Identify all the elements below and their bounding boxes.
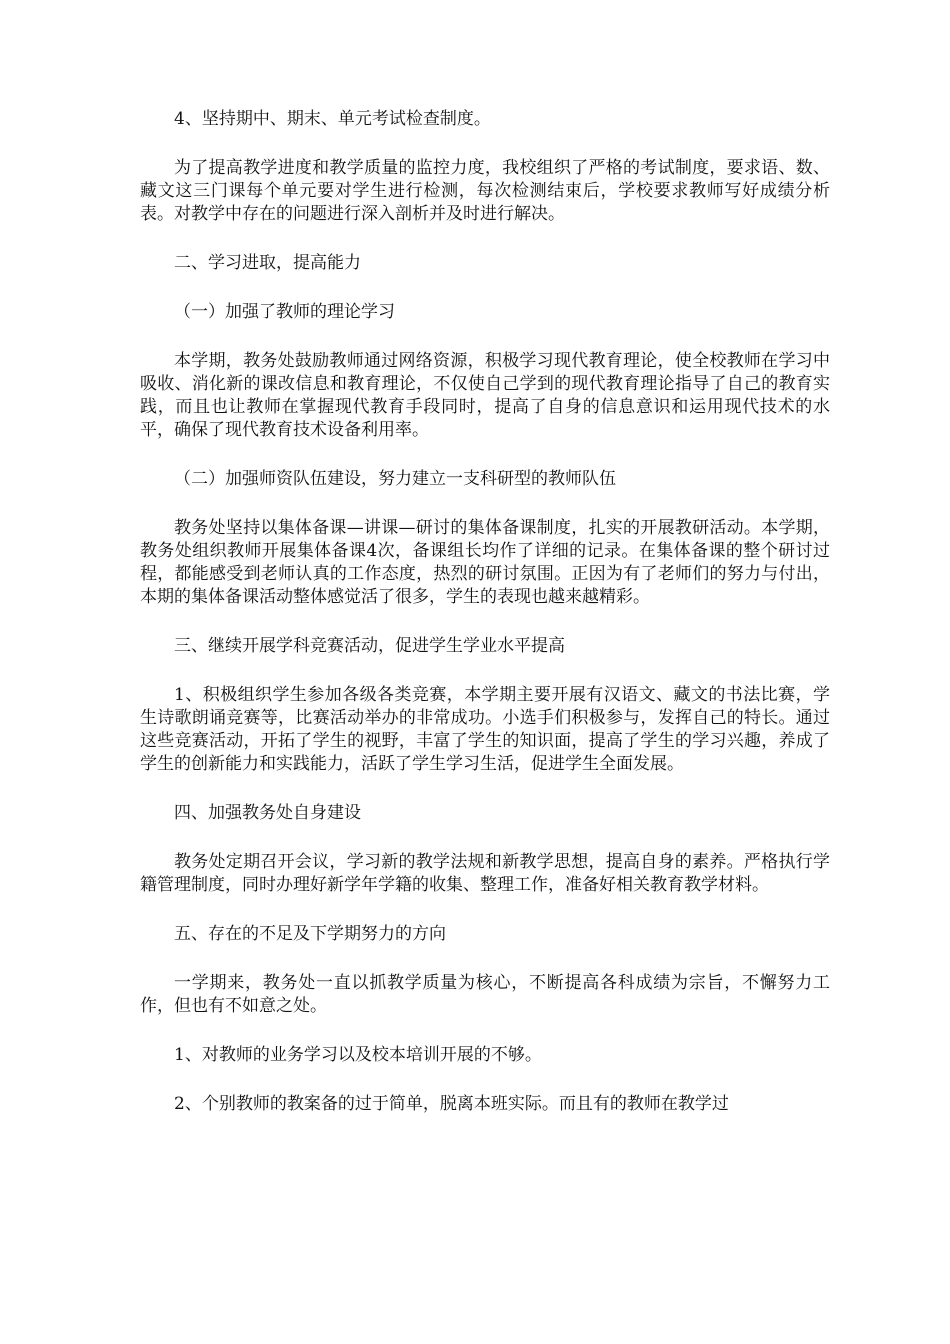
paragraph-shortcoming-2: 2、个别教师的教案备的过于简单，脱离本班实际。而且有的教师在教学过	[174, 1094, 729, 1114]
document-body	[140, 108, 830, 1142]
paragraph-self-building: 教务处定期召开会议，学习新的教学法规和新教学思想，提高自身的素养。严格执行学籍管理制度，同时办理好新学年学籍的收集、整理工作，准备好相关教育教学材料。	[140, 852, 830, 895]
paragraph-exam-system-heading: 4、坚持期中、期末、单元考试检查制度。	[174, 109, 491, 129]
paragraph-shortcomings-intro: 一学期来，教务处一直以抓教学质量为核心，不断提高各科成绩为宗旨，不懈努力工作，但也有不如意之处。	[140, 973, 830, 1016]
section-heading-2: 二、学习进取，提高能力	[174, 253, 361, 273]
subsection-heading-2-1: （一）加强了教师的理论学习	[174, 302, 395, 322]
section-heading-3: 三、继续开展学科竞赛活动，促进学生学业水平提高	[174, 636, 565, 656]
section-heading-4: 四、加强教务处自身建设	[174, 803, 361, 823]
paragraph-competitions: 1、积极组织学生参加各级各类竞赛，本学期主要开展有汉语文、藏文的书法比赛，学生诗歌朗诵竞赛等，比赛活动举办的非常成功。小选手们积极参与，发挥自己的特长。通过这些竞赛活动，开拓了学生的视野，丰富了学生的知识面，提高了学生的学习兴趣，养成了学生的创新能力和实践能力，活跃了学生学习生活，促进学生全面发展。	[140, 685, 830, 774]
paragraph-exam-system-body: 为了提高教学进度和教学质量的监控力度，我校组织了严格的考试制度，要求语、数、藏文这三门课每个单元要对学生进行检测，每次检测结束后，学校要求教师写好成绩分析表。对教学中存在的问题进行深入剖析并及时进行解决。	[140, 158, 830, 224]
subsection-heading-2-2: （二）加强师资队伍建设，努力建立一支科研型的教师队伍	[174, 469, 616, 489]
paragraph-shortcoming-1: 1、对教师的业务学习以及校本培训开展的不够。	[174, 1045, 542, 1065]
paragraph-theory-study: 本学期，教务处鼓励教师通过网络资源，积极学习现代教育理论，使全校教师在学习中吸收、消化新的课改信息和教育理论，不仅使自己学到的现代教育理论指导了自己的教育实践，而且也让教师在掌握现代教育手段同时，提高了自身的信息意识和运用现代技术的水平，确保了现代教育技术设备利用率。	[140, 351, 830, 440]
section-heading-5: 五、存在的不足及下学期努力的方向	[174, 924, 446, 944]
paragraph-collective-lesson-prep: 教务处坚持以集体备课—讲课—研讨的集体备课制度，扎实的开展教研活动。本学期，教务处组织教师开展集体备课4次，备课组长均作了详细的记录。在集体备课的整个研讨过程，都能感受到老师认真的工作态度，热烈的研讨氛围。正因为有了老师们的努力与付出，本期的集体备课活动整体感觉活了很多，学生的表现也越来越精彩。	[140, 518, 830, 607]
